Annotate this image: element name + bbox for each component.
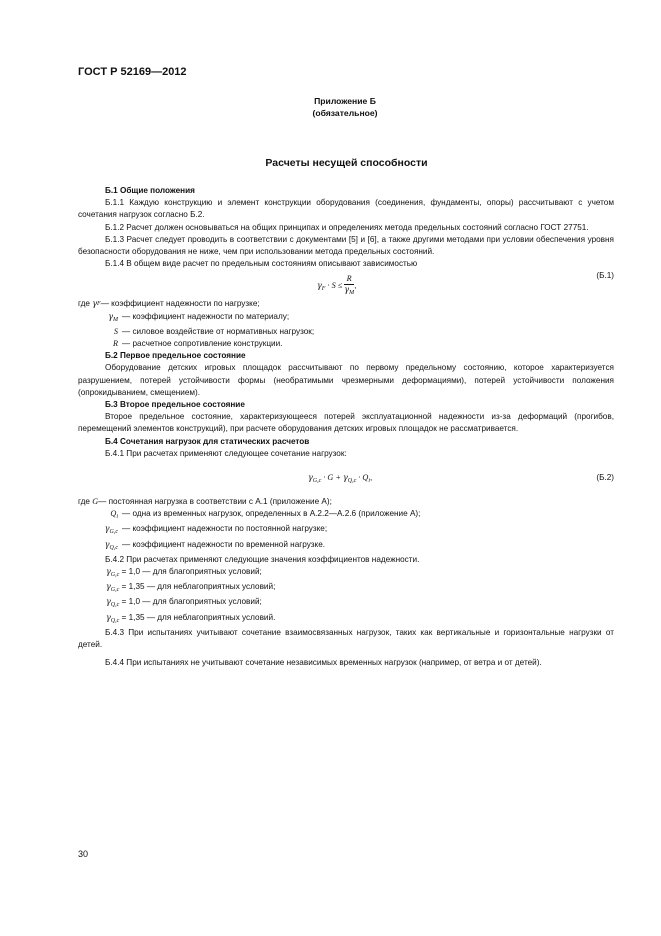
- paragraph-b1-1: Б.1.1 Каждую конструкцию и элемент конструкции оборудования (соединения, фундаменты, опоры) рассчитывают с учетом сочетания нагрузок согласно Б.2.: [78, 198, 614, 220]
- definition-item: S — силовое воздействие от нормативных нагрузок;: [113, 326, 315, 336]
- page-number: 30: [78, 849, 89, 859]
- value-item: $\gamma_{Q,c} = 1,35$ — для неблагоприятных условий.: [106, 612, 276, 624]
- definition-item: где γ F — коэффициент надежности по нагрузке;: [78, 299, 260, 309]
- definition-item: $Q_i$ — одна из временных нагрузок, определенных в А.2.2—А.2.6 (приложение А);: [110, 509, 421, 521]
- paragraph-b2: Оборудование детских игровых площадок рассчитывают по первому предельному состоянию, которое характеризуется разрушением, потерей устойчивости формы (необратимыми чрезмерными деформациями), потерей устойчивости положения (опрокидыванием, смещением).: [78, 363, 614, 397]
- paragraph-b1-3: Б.1.3 Расчет следует проводить в соответствии с документами [5] и [6], а также другими методами при условии обеспечения уровня безопасности оборудования не ниже, чем при использовании метода предельных состояний.: [78, 234, 614, 257]
- paragraph-b4-2: Б.4.2 При расчетах применяют следующие значения коэффициентов надежности.: [105, 554, 420, 564]
- section-heading-b4: Б.4 Сочетания нагрузок для статических расчетов: [105, 436, 310, 446]
- page-title: Расчеты несущей способности: [265, 157, 428, 169]
- standard-header: ГОСТ Р 52169—2012: [78, 66, 187, 78]
- paragraph-b4-1: Б.4.1 При расчетах применяют следующее сочетание нагрузок:: [105, 448, 347, 458]
- appendix-status: (обязательное): [312, 108, 378, 118]
- paragraph-b4-3: Б.4.3 При испытаниях учитывают сочетание взаимосвязанных нагрузок, таких как вертикальные и горизонтальные нагрузки от детей.: [78, 627, 614, 650]
- formula-b2: $\gamma_{G,c} \cdot G + \gamma_{Q,c} \cdot Q_i$, (Б.2): [308, 473, 614, 485]
- value-item: $\gamma_{G,c} = 1,35$ — для неблагоприятных условий;: [106, 582, 276, 594]
- definitions-b1: [78, 298, 614, 350]
- formula-fraction: $\frac{R}{\gamma_M}$: [344, 274, 355, 297]
- section-heading-b3: Б.3 Второе предельное состояние: [105, 400, 245, 410]
- formula-number-b2: (Б.2): [596, 473, 614, 483]
- coefficient-values: [78, 566, 614, 627]
- appendix-name: Приложение Б: [314, 96, 376, 106]
- definitions-b4: [78, 496, 614, 554]
- paragraph-b1-4: Б.1.4 В общем виде расчет по предельным состояниям описывают зависимостью: [105, 259, 418, 269]
- definition-item: $\gamma_{Q,c}$ — коэффициент надежности по временной нагрузке.: [104, 539, 326, 551]
- definition-item: $\gamma_{G,c}$ — коэффициент надежности по постоянной нагрузке;: [104, 524, 328, 536]
- document-body: [78, 185, 614, 670]
- formula-b1: $\gamma_F \cdot S$ ≤ $\frac{R}{\gamma_M}$ , (Б.1): [317, 271, 614, 297]
- value-item: $\gamma_{Q,c} = 1,0$ — для благоприятных условий;: [106, 597, 262, 609]
- definition-item: R — расчетное сопротивление конструкции.: [112, 339, 283, 349]
- section-heading-b2: Б.2 Первое предельное состояние: [105, 351, 246, 361]
- paragraph-b1-2: Б.1.2 Расчет должен основываться на общих принципах и определениях метода предельных состояний согласно ГОСТ 27751.: [105, 222, 589, 232]
- definition-item: где G — постоянная нагрузка в соответствии с А.1 (приложение А);: [78, 497, 332, 507]
- value-item: $\gamma_{G,c} = 1,0$ — для благоприятных условий;: [106, 567, 262, 579]
- definition-item: $\gamma_M$ — коэффициент надежности по материалу;: [108, 311, 290, 323]
- paragraph-b3: Второе предельное состояние, характеризующееся потерей эксплуатационной надежности из-за деформаций (прогибов, перемещений элементов конструкций), при расчете оборудования детских игровых площадок не рассматривается.: [78, 412, 614, 434]
- formula-number-b1: (Б.1): [596, 271, 614, 281]
- section-heading-b1: Б.1 Общие положения: [105, 186, 195, 195]
- paragraph-b4-4: Б.4.4 При испытаниях не учитывают сочетание независимых временных нагрузок (например, от ветра и от детей).: [105, 658, 542, 668]
